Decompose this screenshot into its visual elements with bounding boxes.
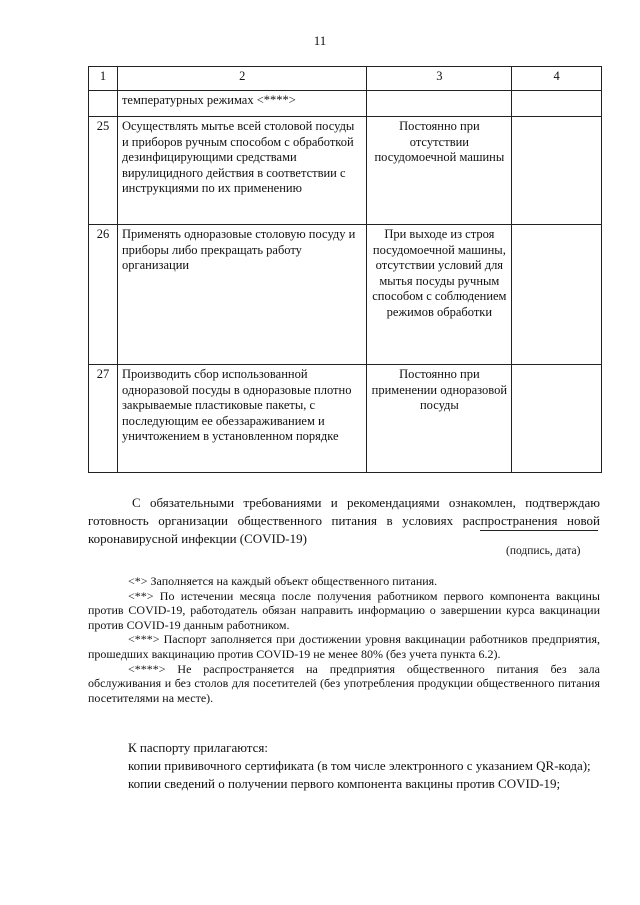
acknowledgement-text: С обязательными требованиями и рекомендациями ознакомлен, подтверждаю готовность организации общественного питания в условиях распространения новой коронавирусной инфекции (COVID-19)	[88, 495, 600, 546]
table-row	[89, 225, 602, 365]
row-number: 25	[89, 117, 118, 225]
header-cell-3: 3	[367, 67, 512, 91]
continuation-text: температурных режимах <****>	[117, 91, 367, 117]
attachments	[88, 739, 600, 793]
row-note	[512, 117, 602, 225]
row-timing: При выходе из строя посудомоечной машины, отсутствии условий для мытья посуды ручным способом с соблюдением режимов обработки	[367, 225, 512, 365]
row-number: 27	[89, 365, 118, 473]
measures-table	[88, 66, 602, 473]
row-timing: Постоянно при отсутствии посудомоечной машины	[367, 117, 512, 225]
row-note	[512, 225, 602, 365]
footnote: <****> Не распространяется на предприятия общественного питания без зала обслуживания и без столов для посетителей (без употребления продукции общественного питания посетителями на месте).	[88, 661, 600, 705]
continuation-note-cell	[512, 91, 602, 117]
row-action: Производить сбор использованной одноразовой посуды в одноразовые плотно закрываемые пластиковые пакеты, с последующим ее обеззараживанием и уничтожением в установленном порядке	[117, 365, 367, 473]
row-number: 26	[89, 225, 118, 365]
table-row	[89, 365, 602, 473]
table-row	[89, 117, 602, 225]
attachment-item: копии сведений о получении первого компонента вакцины против COVID-19;	[128, 776, 561, 791]
header-cell-1: 1	[89, 67, 118, 91]
footnote: <**> По истечении месяца после получения работником первого компонента вакцины против COVID-19, работодатель обязан направить информацию о завершении курса вакцинации против COVID-19 данным работником.	[88, 588, 600, 632]
header-cell-2: 2	[117, 67, 367, 91]
continuation-timing-cell	[367, 91, 512, 117]
row-action: Осуществлять мытье всей столовой посуды и приборов ручным способом с обработкой дезинфицирующими средствами вирулицидного действия в соответствии с инструкциями по их применению	[117, 117, 367, 225]
table-row-continuation	[89, 91, 602, 117]
footnote: <*> Заполняется на каждый объект общественного питания.	[128, 574, 438, 588]
page-number: 11	[313, 33, 327, 48]
header-cell-4: 4	[512, 67, 602, 91]
signature-line	[480, 530, 598, 531]
attachment-item: копии прививочного сертификата (в том числе электронного с указанием QR-кода);	[128, 758, 591, 773]
continuation-num-cell	[89, 91, 118, 117]
row-note	[512, 365, 602, 473]
signature-caption: (подпись, дата)	[506, 545, 581, 557]
row-action: Применять одноразовые столовую посуду и приборы либо прекращать работу организации	[117, 225, 367, 365]
row-timing: Постоянно при применении одноразовой посуды	[367, 365, 512, 473]
attachments-title: К паспорту прилагаются:	[128, 740, 268, 755]
acknowledgement-block	[88, 494, 600, 548]
footnotes	[88, 574, 600, 705]
table-header-row	[89, 67, 602, 91]
footnote: <***> Паспорт заполняется при достижении уровня вакцинации работников предприятия, прошедших вакцинацию против COVID-19 не менее 80% (без учета пункта 6.2).	[88, 632, 600, 661]
